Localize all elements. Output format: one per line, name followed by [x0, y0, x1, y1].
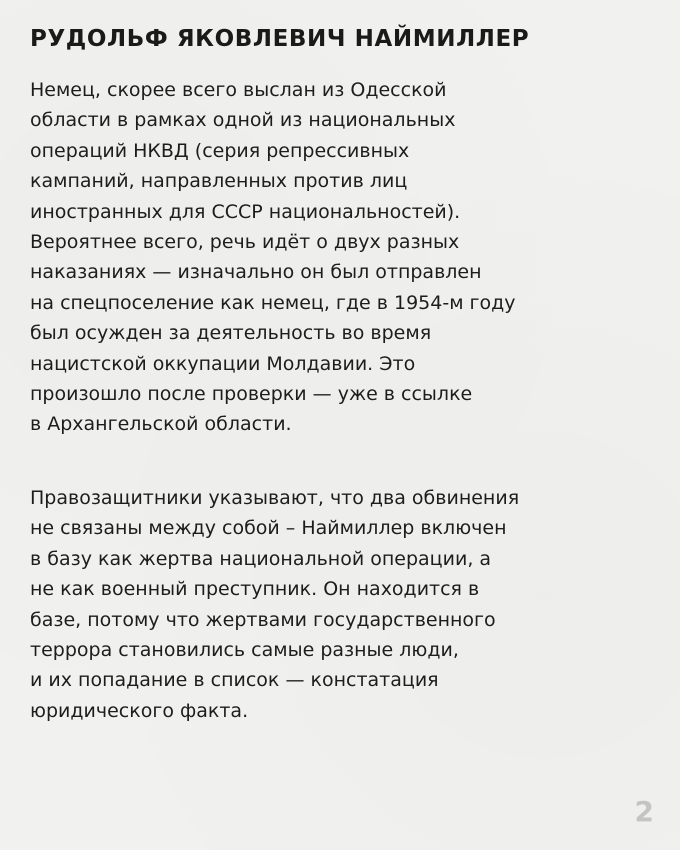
- text-line: области в рамках одной из национальных: [30, 109, 456, 132]
- text-line: юридического факта.: [30, 699, 249, 722]
- text-line: в Архангельской области.: [30, 413, 292, 436]
- text-line: операций НКВД (серия репрессивных: [30, 139, 410, 162]
- text-line: Немец, скорее всего выслан из Одесской: [30, 79, 447, 101]
- text-line: нацистской оккупации Молдавии. Это: [30, 352, 416, 375]
- text-line: на спецпоселение как немец, где в 1954-м году: [30, 291, 516, 314]
- text-line: Правозащитники указывают, что два обвинения: [30, 487, 520, 509]
- text-line: и их попадание в список — констатация: [30, 669, 439, 692]
- text-line: произошло после проверки — уже в ссылке: [30, 383, 473, 406]
- paragraph-1: [30, 75, 650, 440]
- text-line: террора становились самые разные люди,: [30, 639, 459, 662]
- text-line: в базу как жертва национальной операции, а: [30, 547, 492, 570]
- text-line: наказаниях — изначально он был отправлен: [30, 261, 482, 284]
- text-line: не как военный преступник. Он находится в: [30, 578, 480, 601]
- text-line: базе, потому что жертвами государственного: [30, 608, 496, 631]
- text-line: кампаний, направленных против лиц: [30, 170, 408, 193]
- text-line: был осужден за деятельность во время: [30, 322, 432, 345]
- page-number: 2: [634, 795, 654, 828]
- text-line: Вероятнее всего, речь идёт о двух разных: [30, 231, 460, 254]
- paragraph-2: [30, 483, 650, 726]
- text-line: иностранных для СССР национальностей).: [30, 200, 461, 223]
- page-title: РУДОЛЬФ ЯКОВЛЕВИЧ НАЙМИЛЛЕР: [30, 26, 530, 52]
- text-line: не связаны между собой – Наймиллер включен: [30, 517, 507, 540]
